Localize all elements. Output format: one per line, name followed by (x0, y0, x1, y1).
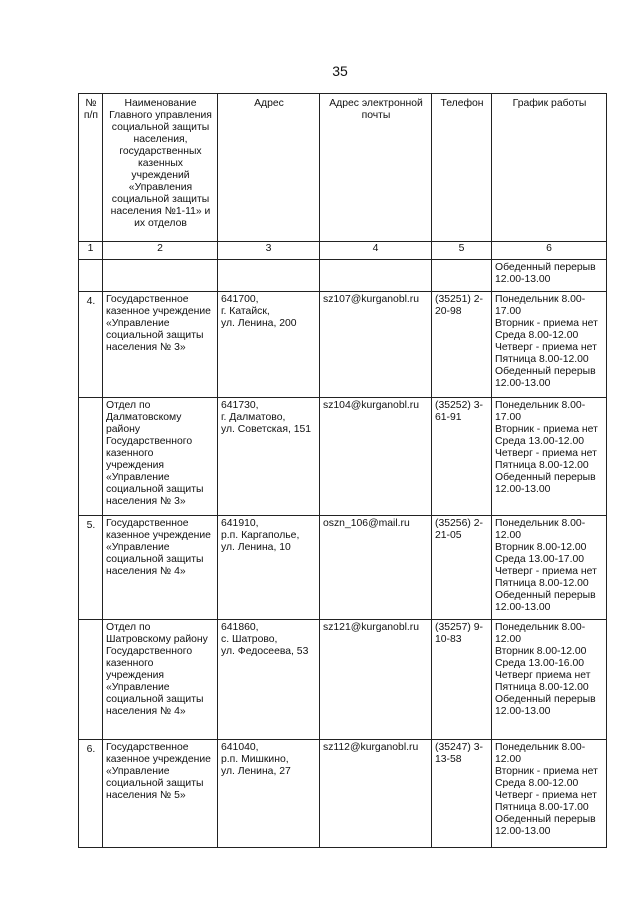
row-address (218, 260, 320, 292)
row-num: 6. (79, 740, 103, 848)
row-name: Отдел по Далматовскому району Государственного казенного учреждения «Управление социальной защиты населения № 3» (103, 398, 218, 516)
row-email: sz112@kurganobl.ru (320, 740, 432, 848)
table-row (79, 398, 607, 516)
row-name: Государственное казенное учреждение «Управление социальной защиты населения № 5» (103, 740, 218, 848)
row-phone: (35251) 2- 20-98 (432, 292, 492, 398)
row-email: sz104@kurganobl.ru (320, 398, 432, 516)
column-number: 2 (103, 242, 218, 260)
row-email (320, 260, 432, 292)
row-phone: (35247) 3- 13-58 (432, 740, 492, 848)
row-phone (432, 260, 492, 292)
row-phone: (35257) 9- 10-83 (432, 620, 492, 740)
row-name: Отдел по Шатровскому району Государственного казенного учреждения «Управление социальной защиты населения № 4» (103, 620, 218, 740)
row-address: 641040, р.п. Мишкино, ул. Ленина, 27 (218, 740, 320, 848)
table-row (79, 260, 607, 292)
institutions-table (78, 93, 607, 848)
table-row (79, 740, 607, 848)
row-phone: (35252) 3- 61-91 (432, 398, 492, 516)
row-phone: (35256) 2- 21-05 (432, 516, 492, 620)
row-num: 4. (79, 292, 103, 398)
column-number: 6 (492, 242, 607, 260)
header-row (79, 94, 607, 242)
row-address: 641730, г. Далматово, ул. Советская, 151 (218, 398, 320, 516)
row-address: 641910, р.п. Каргаполье, ул. Ленина, 10 (218, 516, 320, 620)
row-address: 641700, г. Катайск, ул. Ленина, 200 (218, 292, 320, 398)
row-name: Государственное казенное учреждение «Управление социальной защиты населения № 3» (103, 292, 218, 398)
column-number: 3 (218, 242, 320, 260)
header-schedule: График работы (492, 94, 607, 242)
header-phone: Телефон (432, 94, 492, 242)
row-schedule: Обеденный перерыв 12.00-13.00 (492, 260, 607, 292)
row-schedule: Понедельник 8.00- 17.00 Вторник - приема нет Среда 13.00-12.00 Четверг - приема нет Пятница 8.00-12.00 Обеденный перерыв 12.00-13.00 (492, 398, 607, 516)
row-name (103, 260, 218, 292)
column-number: 4 (320, 242, 432, 260)
row-schedule: Понедельник 8.00- 12.00 Вторник 8.00-12.00 Среда 13.00-17.00 Четверг - приема нет Пятница 8.00-12.00 Обеденный перерыв 12.00-13.00 (492, 516, 607, 620)
column-number-row (79, 242, 607, 260)
row-num (79, 620, 103, 740)
page-number: 35 (332, 63, 348, 79)
table-row (79, 620, 607, 740)
column-number: 1 (79, 242, 103, 260)
row-schedule: Понедельник 8.00- 12.00 Вторник 8.00-12.00 Среда 13.00-16.00 Четверг приема нет Пятница 8.00-12.00 Обеденный перерыв 12.00-13.00 (492, 620, 607, 740)
header-name: Наименование Главного управления социальной защиты населения, государственных казенных учреждений «Управления социальной защиты населения №1-11» и их отделов (103, 94, 218, 242)
row-email: sz107@kurganobl.ru (320, 292, 432, 398)
row-email: oszn_106@mail.ru (320, 516, 432, 620)
row-address: 641860, с. Шатрово, ул. Федосеева, 53 (218, 620, 320, 740)
row-schedule: Понедельник 8.00- 17.00 Вторник - приема нет Среда 8.00-12.00 Четверг - приема нет Пятница 8.00-12.00 Обеденный перерыв 12.00-13.00 (492, 292, 607, 398)
row-schedule: Понедельник 8.00- 12.00 Вторник - приема нет Среда 8.00-12.00 Четверг - приема нет Пятница 8.00-17.00 Обеденный перерыв 12.00-13.00 (492, 740, 607, 848)
table-row (79, 516, 607, 620)
header-address: Адрес (218, 94, 320, 242)
row-email: sz121@kurganobl.ru (320, 620, 432, 740)
table-row (79, 292, 607, 398)
column-number: 5 (432, 242, 492, 260)
row-num (79, 398, 103, 516)
header-email: Адрес электронной почты (320, 94, 432, 242)
row-num: 5. (79, 516, 103, 620)
row-num (79, 260, 103, 292)
header-num: № п/п (79, 94, 103, 242)
row-name: Государственное казенное учреждение «Управление социальной защиты населения № 4» (103, 516, 218, 620)
